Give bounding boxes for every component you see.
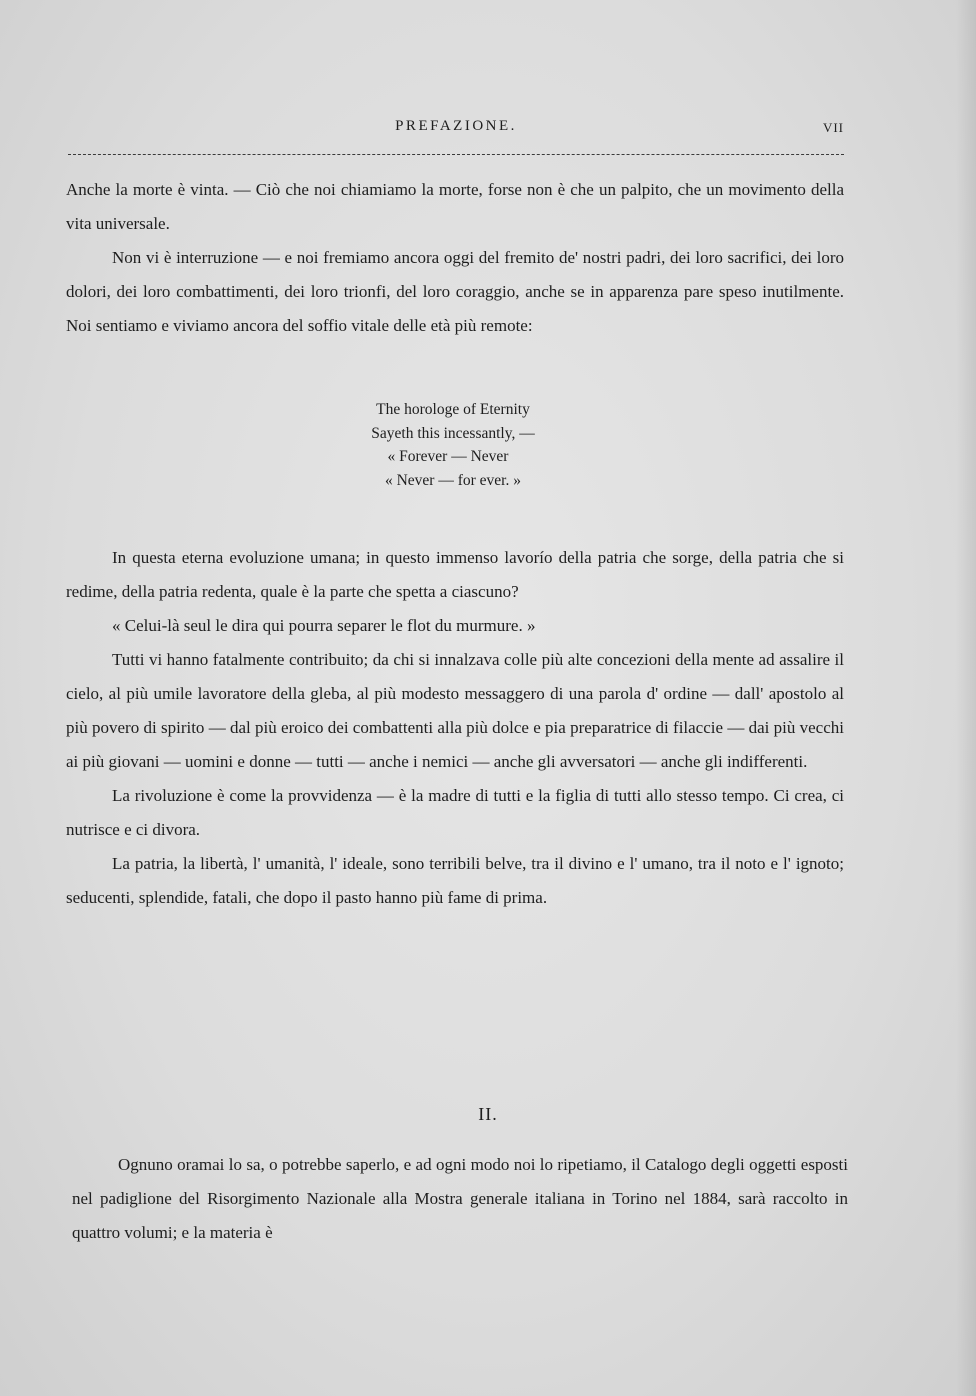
paragraph-5: Tutti vi hanno fatalmente contribuito; da chi si innalzava colle più alte concezioni della mente ad assalire il cielo, al più umile lavoratore della gleba, al più modesto messaggero di una parola d' ordine — dall' apostolo al più povero di spirito — dal più eroico dei combattenti alla più dolce e pia preparatrice di filaccie — dai più vecchi ai più giovani — uomini e donne — tutti — anche i nemici — anche gli avversatori — anche gli indifferenti. bbox=[66, 650, 844, 771]
paragraph-1: Anche la morte è vinta. — Ciò che noi chiamiamo la morte, forse non è che un palpito, che un movimento della vita universale. bbox=[66, 180, 844, 233]
text-block-top bbox=[66, 173, 844, 343]
verse-line-4: « Never — for ever. » bbox=[384, 471, 521, 489]
paragraph-7: La patria, la libertà, l' umanità, l' ideale, sono terribili belve, tra il divino e l' umano, tra il noto e l' ignoto; seducenti, splendide, fatali, che dopo il pasto hanno più fame di prima. bbox=[66, 854, 844, 907]
verse-line-1: The horologe of Eternity bbox=[376, 401, 530, 418]
paragraph-6: La rivoluzione è come la provvidenza — è la madre di tutti e la figlia di tutti allo stesso tempo. Ci crea, ci nutrisce e ci divora. bbox=[66, 786, 844, 839]
page-number: VII bbox=[822, 120, 844, 135]
verse-quote bbox=[0, 398, 976, 492]
paragraph-4: « Celui-là seul le dira qui pourra separer le flot du murmure. » bbox=[112, 616, 536, 635]
paragraph-2: Non vi è interruzione — e noi fremiamo ancora oggi del fremito de' nostri padri, dei loro sacrifici, dei loro dolori, dei loro combattimenti, dei loro trionfi, del loro coraggio, anche se in apparenza pare speso inutilmente. Noi sentiamo e viviamo ancora del soffio vitale delle età più remote: bbox=[66, 248, 844, 335]
header-rule bbox=[68, 154, 844, 155]
page-edge-shadow bbox=[956, 0, 976, 1396]
section-number: II. bbox=[478, 1104, 498, 1124]
paragraph-8: Ognuno oramai lo sa, o potrebbe saperlo, e ad ogni modo noi lo ripetiamo, il Catalogo degli oggetti esposti nel padiglione del Risorgimento Nazionale alla Mostra generale italiana in Torino nel 1884, sarà raccolto in quattro volumi; e la materia è bbox=[72, 1155, 848, 1242]
verse-line-3: « Forever — Never bbox=[387, 448, 509, 465]
paragraph-3: In questa eterna evoluzione umana; in questo immenso lavorío della patria che sorge, della patria che si redime, della patria redenta, quale è la parte che spetta a ciascuno? bbox=[66, 548, 844, 601]
text-block-middle bbox=[66, 541, 844, 915]
running-head bbox=[68, 118, 844, 144]
verse-line-2: Sayeth this incessantly, — bbox=[371, 424, 535, 442]
text-block-bottom bbox=[72, 1148, 848, 1250]
running-title: PREFAZIONE. bbox=[395, 118, 517, 134]
